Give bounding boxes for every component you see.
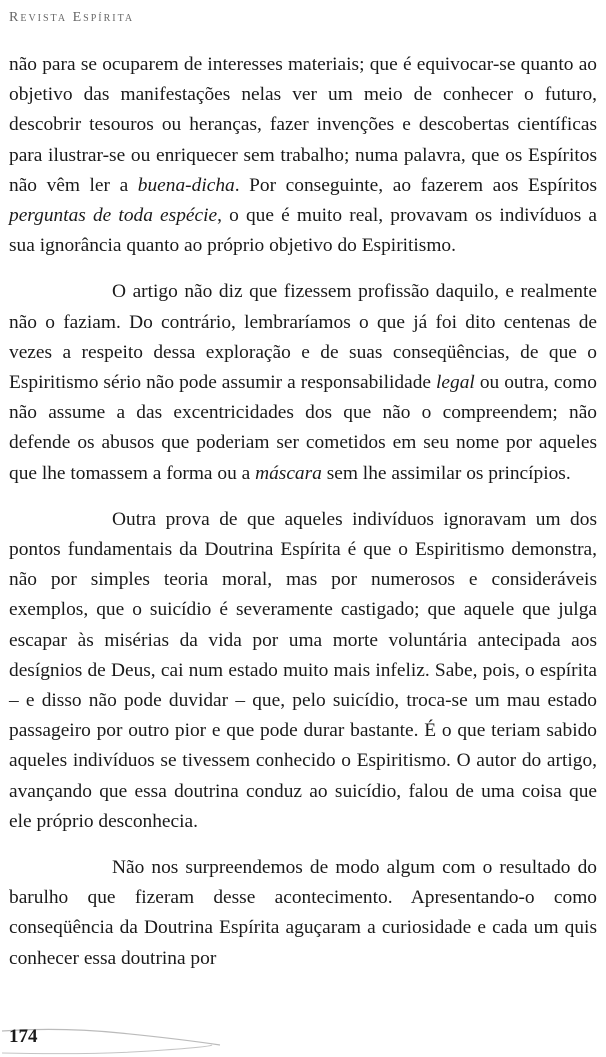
- page-number: 174: [9, 1026, 38, 1047]
- paragraph-2-text: ou outra, como não assume a das excentricidades dos que não o compreendem; não defende os abusos que poderiam ser cometidos em seu nome por aqueles que lhe tomassem a forma ou a: [9, 372, 597, 484]
- paragraph-2-text: O artigo não diz que fizessem profissão daquilo, e realmente não o faziam. Do contrário, lembraríamos o que já foi dito centenas de vezes a respeito dessa exploração e de suas conseqüências, de que o Espiritismo sério não pode assumir a responsabilidade: [9, 281, 597, 394]
- paragraph-1-text: . Por conseguinte, ao fazerem aos Espíritos: [234, 174, 597, 196]
- italic-term-legal: legal: [436, 372, 475, 394]
- paragraph-4: [9, 853, 597, 974]
- paragraph-2: [9, 277, 597, 488]
- paragraph-2-text: sem lhe assimilar os princípios.: [321, 462, 571, 484]
- paragraph-3-text: Outra prova de que aqueles indivíduos ignoravam um dos pontos fundamentais da Doutrina Espírita é que o Espiritismo demonstra, não por simples teoria moral, mas por numerosos e consideráveis exemplos, que o suicídio é severamente castigado; que aquele que julga escapar às misérias da vida por uma morte voluntária antecipada aos desígnios de Deus, cai num estado muito mais infeliz. Sabe, pois, o espírita – e disso não pode duvidar – que, pelo suicídio, troca-se um mau estado passageiro por outro pior e que pode durar bastante. É o que teriam sabido aqueles indivíduos se tivessem conhecido o Espiritismo. O autor do artigo, avançando que essa doutrina conduz ao suicídio, falou de uma coisa que ele próprio desconhecia.: [9, 508, 597, 832]
- italic-term-perguntas: perguntas de toda espécie: [9, 205, 218, 227]
- page-body: [9, 50, 597, 974]
- paragraph-1-text: não para se ocuparem de interesses materiais; que é equivocar-se quanto ao objetivo das manifestações nelas ver um meio de conhecer o futuro, descobrir tesouros ou heranças, fazer invenções e descobertas científicas para ilustrar-se ou enriquecer sem trabalho; numa palavra, que os Espíritos não vêm ler a: [9, 54, 597, 196]
- running-head: Revista Espírita: [9, 10, 135, 25]
- paragraph-4-text: Não nos surpreendemos de modo algum com o resultado do barulho que fizeram desse acontecimento. Apresentando-o como conseqüência da Doutrina Espírita aguçaram a curiosidade e cada um quis conhecer essa doutrina por: [9, 857, 597, 969]
- italic-term-mascara: máscara: [255, 462, 322, 484]
- italic-term-buena-dicha: buena-dicha: [137, 174, 235, 196]
- footer-swoosh-ornament: [0, 1023, 260, 1057]
- paragraph-1: [9, 50, 597, 261]
- paragraph-1-text: , o que é muito real, provavam os indivíduos a sua ignorância quanto ao próprio objetivo do Espiritismo.: [9, 205, 597, 257]
- paragraph-3: [9, 505, 597, 837]
